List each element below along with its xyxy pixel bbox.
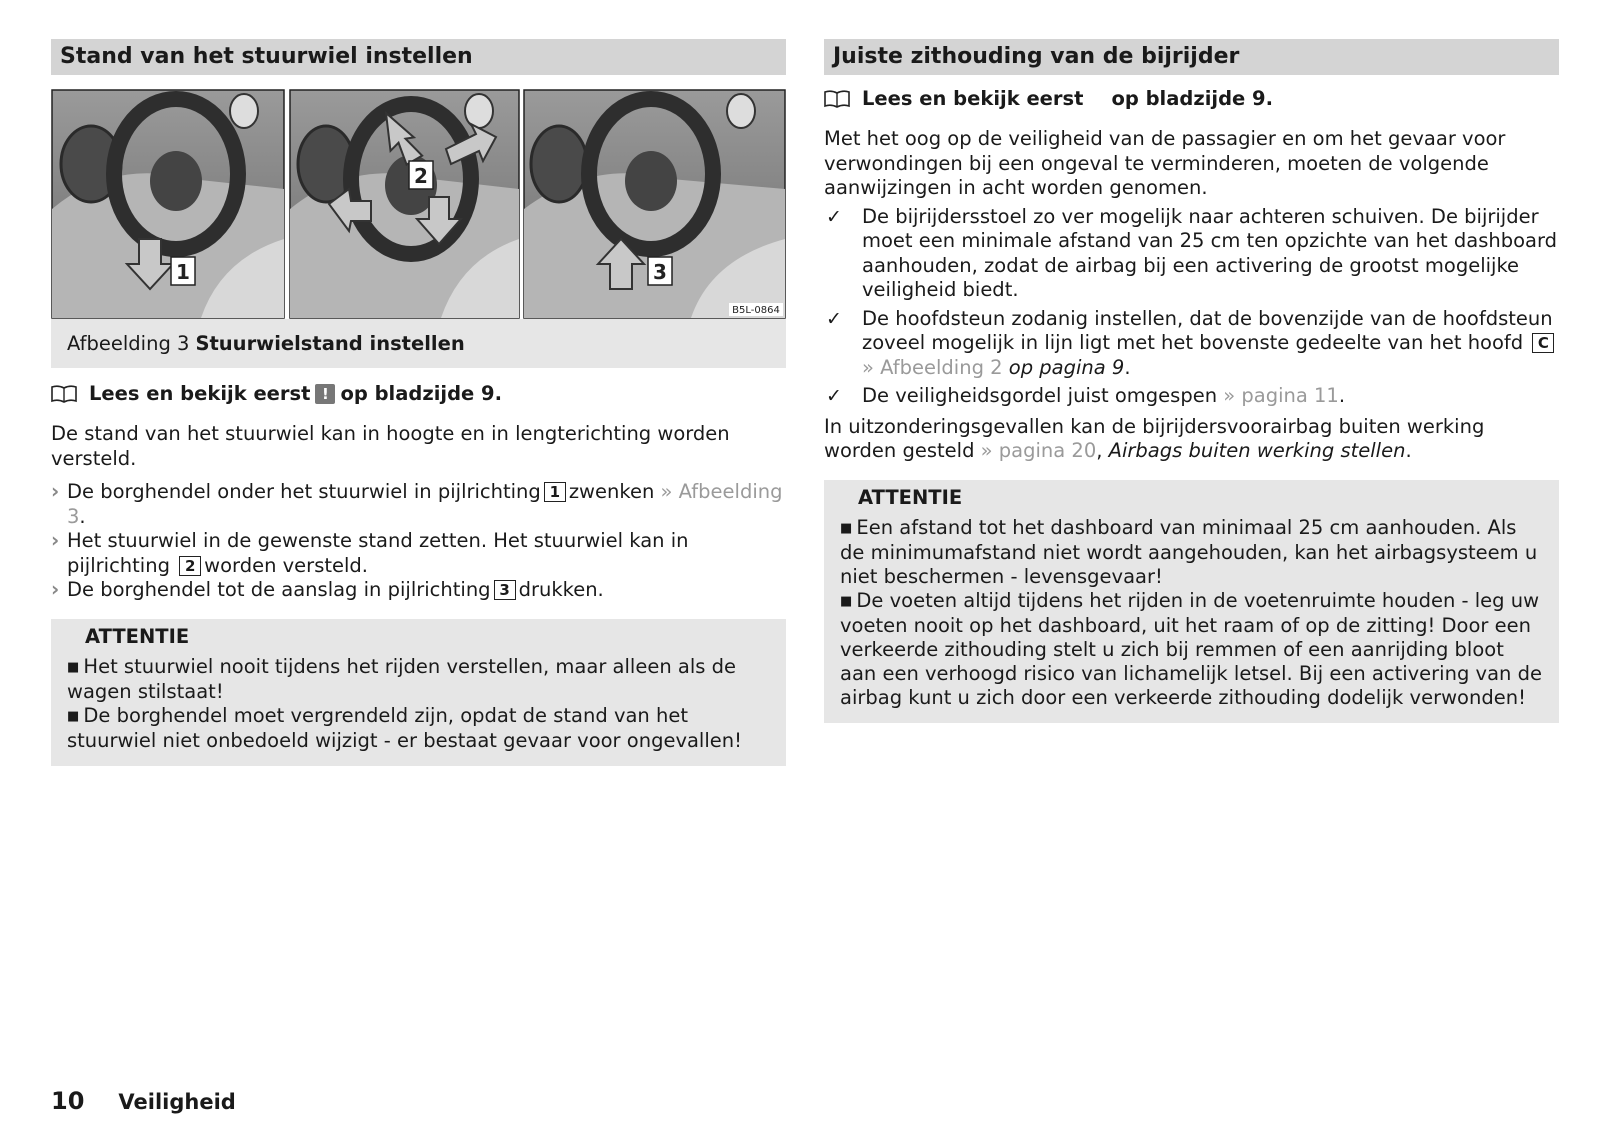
step-number-box: 3: [494, 580, 516, 600]
steering-illustration: [51, 89, 786, 319]
step-text: zwenken: [568, 480, 655, 503]
step-item: [51, 578, 786, 603]
reference-page: op bladzijde 9.: [1111, 87, 1274, 110]
check-item: [824, 307, 1559, 381]
figure-label-3: 3: [653, 260, 667, 284]
figure-caption-title: Stuurwielstand instellen: [195, 332, 465, 355]
headrest-box: C: [1532, 333, 1554, 353]
step-text: .: [79, 504, 86, 528]
step-number-box: 2: [179, 556, 201, 576]
step-item: [51, 529, 786, 578]
reference-text: Lees en bekijk eerst: [89, 382, 311, 405]
attention-item: ■ De voeten altijd tijdens het rijden in de voetenruimte houden - leg uw voeten nooit op het dashboard, uit het raam of op de zitting! Door een verkeerde zithouding stelt u zich bij remmen of een aanrijding bloot aan een verhoogd risico van lichamelijk letsel. Bij een activering van de airbag kunt u zich door een verkeerde zithouding dodelijk verwonden!: [840, 589, 1545, 710]
exception-title: Airbags buiten werking stellen: [1108, 439, 1406, 462]
page-link[interactable]: » pagina 11: [1223, 384, 1339, 407]
intro-paragraph: Met het oog op de veiligheid van de passagier en om het gevaar voor verwondingen bij een ongeval te verminderen, moeten de volgende aanwijzingen in acht worden genomen.: [824, 127, 1506, 199]
check-text: .: [1124, 355, 1131, 379]
attention-item: ■ De borghendel moet vergrendeld zijn, opdat de stand van het stuurwiel niet onbedoeld wijzigt - er bestaat gevaar voor ongevallen!: [67, 704, 772, 753]
left-column: [51, 39, 786, 766]
footer-section: Veiligheid: [118, 1090, 236, 1114]
attention-box-left: [51, 619, 786, 766]
attention-title: ATTENTIE: [85, 624, 190, 648]
check-item: [824, 384, 1559, 409]
step-text: worden versteld.: [204, 553, 368, 577]
check-text: De veiligheidsgordel juist omgespen: [862, 384, 1218, 407]
step-text: De borghendel tot de aanslag in pijlrichting: [67, 578, 491, 601]
reference-text: Lees en bekijk eerst: [862, 87, 1084, 110]
check-text: De hoofdsteun zodanig instellen, dat de bovenzijde van de hoofdsteun zoveel mogelijk in lijn ligt met het bovenste gedeelte van het hoofd: [862, 306, 1553, 354]
step-number-box: 1: [544, 482, 566, 502]
check-item: [824, 205, 1559, 303]
reference-line-right: [824, 85, 1559, 113]
figure-link[interactable]: » Afbeelding 2: [862, 355, 1003, 379]
step-item: [51, 480, 786, 529]
reference-page: op bladzijde 9.: [340, 382, 503, 405]
exception-text: .: [1405, 439, 1412, 462]
warning-icon: !: [315, 384, 335, 404]
attention-title: ATTENTIE: [858, 485, 963, 509]
figure-code: B5L-0864: [732, 305, 780, 316]
figure-panel-1: [52, 90, 284, 318]
book-icon: [51, 385, 77, 403]
exception-text: In uitzonderingsgevallen kan de bijrijdersvoorairbag buiten werking worden gesteld: [824, 414, 1485, 462]
figure-panel-2: [290, 90, 519, 318]
page-link[interactable]: » pagina 20: [980, 439, 1097, 462]
step-text: Het stuurwiel in de gewenste stand zetten. Het stuurwiel kan in pijlrichting: [67, 529, 689, 577]
figure-caption-prefix: Afbeelding 3: [67, 332, 190, 355]
step-list: [51, 480, 786, 603]
intro-paragraph: De stand van het stuurwiel kan in hoogte en in lengterichting worden versteld.: [51, 422, 730, 470]
page-ref: op pagina 9: [1008, 355, 1125, 379]
figure-caption: [51, 319, 786, 368]
attention-item: ■ Het stuurwiel nooit tijdens het rijden verstellen, maar alleen als de wagen stilstaat!: [67, 655, 772, 704]
exception-paragraph: [824, 415, 1559, 464]
check-text: .: [1338, 384, 1346, 407]
step-text: drukken.: [518, 578, 604, 601]
right-column: [824, 39, 1559, 723]
warning-icon-placeholder: [1086, 89, 1108, 109]
exception-text: ,: [1096, 439, 1103, 462]
figure-label-1: 1: [176, 260, 190, 284]
reference-line-left: [51, 380, 786, 408]
figure-link[interactable]: » Afbeelding 3: [67, 480, 783, 528]
check-list: [824, 205, 1559, 409]
figure-panel-3: [524, 90, 785, 318]
attention-box-right: [824, 480, 1559, 723]
step-text: De borghendel onder het stuurwiel in pijlrichting: [67, 480, 541, 503]
attention-item: ■ Een afstand tot het dashboard van minimaal 25 cm aanhouden. Als de minimumafstand niet wordt aangehouden, kan het airbagsysteem u niet beschermen - levensgevaar!: [840, 516, 1545, 589]
check-text: De bijrijdersstoel zo ver mogelijk naar achteren schuiven. De bijrijder moet een minimale afstand van 25 cm ten opzichte van het dashboard aanhouden, zodat de airbag bij een activering de grootst mogelijke veiligheid biedt.: [862, 204, 1558, 301]
section-title-passenger: Juiste zithouding van de bijrijder: [824, 39, 1559, 75]
steering-figure: [51, 89, 786, 319]
figure-label-2: 2: [414, 164, 428, 188]
book-icon: [824, 90, 850, 108]
section-title-steering: Stand van het stuurwiel instellen: [51, 39, 786, 75]
page-number: 10: [51, 1087, 85, 1115]
page-footer: [51, 1087, 236, 1115]
